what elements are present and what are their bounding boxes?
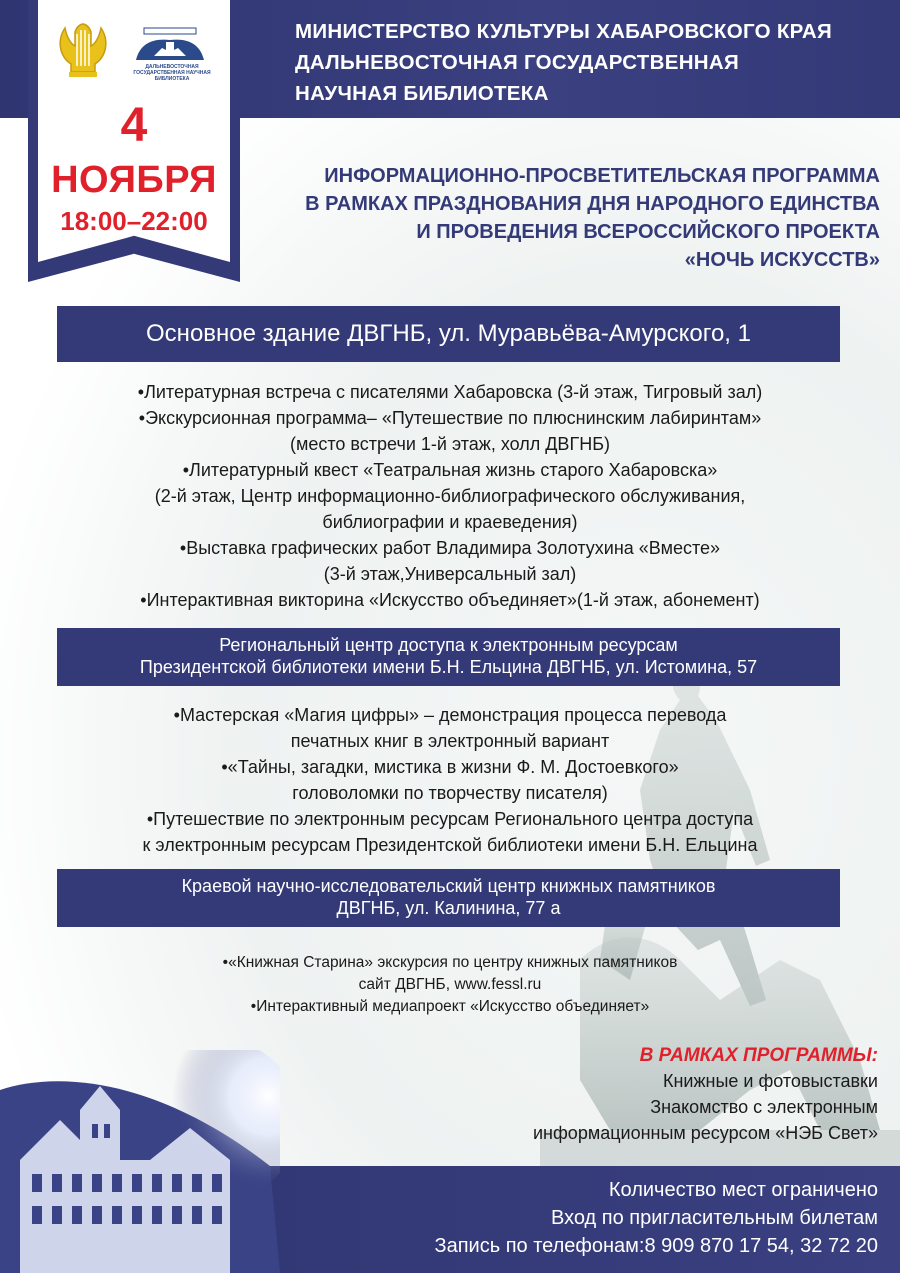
- list-item: головоломки по творчеству писателя): [292, 783, 608, 803]
- section-heading-line: Региональный центр доступа к электронным ресурсам: [219, 635, 678, 655]
- section-heading-book-monuments: [57, 869, 840, 927]
- list-item: •Мастерская «Магия цифры» – демонстрация процесса перевода: [173, 705, 727, 725]
- library-building-illustration: [0, 1050, 280, 1273]
- list-item: •Интерактивная викторина «Искусство объединяет»(1-й этаж, абонемент): [140, 590, 760, 610]
- list-item: •«Книжная Старина» экскурсия по центру книжных памятников: [222, 954, 678, 971]
- list-item: печатных книг в электронный вариант: [290, 731, 610, 751]
- program-framework: [440, 1044, 878, 1146]
- library-logo-text: ДАЛЬНЕВОСТОЧНАЯ ГОСУДАРСТВЕННАЯ НАУЧНАЯ БИБЛИОТЕКА: [133, 64, 211, 82]
- list-item: •Интерактивный медиапроект «Искусство объединяет»: [250, 998, 650, 1015]
- ministry-line: МИНИСТЕРСТВО КУЛЬТУРЫ ХАБАРОВСКОГО КРАЯ: [295, 20, 832, 43]
- list-item: (2-й этаж, Центр информационно-библиографического обслуживания,: [154, 486, 746, 506]
- list-item: •Выставка графических работ Владимира Золотухина «Вместе»: [179, 538, 721, 558]
- program-title-line: В РАМКАХ ПРАЗДНОВАНИЯ ДНЯ НАРОДНОГО ЕДИНСТВА: [305, 193, 880, 215]
- event-day: 4: [120, 99, 148, 152]
- framework-item: Книжные и фотовыставки: [663, 1071, 878, 1091]
- footer-info: [300, 1176, 878, 1260]
- lyre-logo-icon: [55, 20, 111, 80]
- section-heading-line: Президентской библиотеки имени Б.Н. Ельцина ДВГНБ, ул. Истомина, 57: [139, 657, 758, 677]
- section-heading-regional-center: [57, 628, 840, 686]
- list-item: к электронным ресурсам Президентской библиотеки имени Б.Н. Ельцина: [142, 835, 758, 855]
- framework-title: В РАМКАХ ПРОГРАММЫ:: [639, 1045, 878, 1066]
- footer-line: Количество мест ограничено: [608, 1179, 878, 1201]
- list-item: •Путешествие по электронным ресурсам Регионального центра доступа: [146, 809, 754, 829]
- footer-line: Вход по пригласительным билетам: [550, 1207, 878, 1229]
- footer-phone: Запись по телефонам:8 909 870 17 54, 32 72 20: [434, 1235, 878, 1257]
- section-list-main-building: [30, 379, 870, 613]
- section-heading-line: Краевой научно-исследовательский центр книжных памятников: [181, 876, 716, 896]
- list-item: (место встречи 1-й этаж, холл ДВГНБ): [289, 434, 610, 454]
- event-month: НОЯБРЯ: [51, 159, 217, 201]
- ministry-line: ДАЛЬНЕВОСТОЧНАЯ ГОСУДАРСТВЕННАЯ: [295, 51, 740, 74]
- list-item: библиографии и краеведения): [322, 512, 578, 532]
- program-title-line: ИНФОРМАЦИОННО-ПРОСВЕТИТЕЛЬСКАЯ ПРОГРАММА: [324, 165, 880, 187]
- list-item: •Литературная встреча с писателями Хабаровска (3-й этаж, Тигровый зал): [137, 382, 763, 402]
- ministry-header: [295, 16, 895, 109]
- program-title: [250, 162, 880, 274]
- list-item: •«Тайны, загадки, мистика в жизни Ф. М. Достоевкого»: [221, 757, 679, 777]
- list-item: сайт ДВГНБ, www.fessl.ru: [358, 976, 542, 993]
- section-heading-main-building: [57, 306, 840, 362]
- section-heading-line: ДВГНБ, ул. Калинина, 77 а: [336, 898, 561, 918]
- ministry-line: НАУЧНАЯ БИБЛИОТЕКА: [295, 82, 549, 105]
- section-list-regional-center: [30, 702, 870, 858]
- section-heading-line: Основное здание ДВГНБ, ул. Муравьёва-Амурского, 1: [146, 320, 751, 347]
- list-item: •Литературный квест «Театральная жизнь старого Хабаровска»: [182, 460, 718, 480]
- list-item: (3-й этаж,Универсальный зал): [323, 564, 577, 584]
- program-title-line: «НОЧЬ ИСКУССТВ»: [684, 249, 880, 271]
- section-list-book-monuments: [30, 952, 870, 1018]
- framework-item: информационным ресурсом «НЭБ Свет»: [533, 1123, 878, 1143]
- program-title-line: И ПРОВЕДЕНИЯ ВСЕРОССИЙСКОГО ПРОЕКТА: [416, 221, 880, 243]
- event-time: 18:00–22:00: [60, 206, 208, 236]
- list-item: •Экскурсионная программа– «Путешествие по плюснинским лабиринтам»: [138, 408, 762, 428]
- framework-item: Знакомство с электронным: [650, 1097, 878, 1117]
